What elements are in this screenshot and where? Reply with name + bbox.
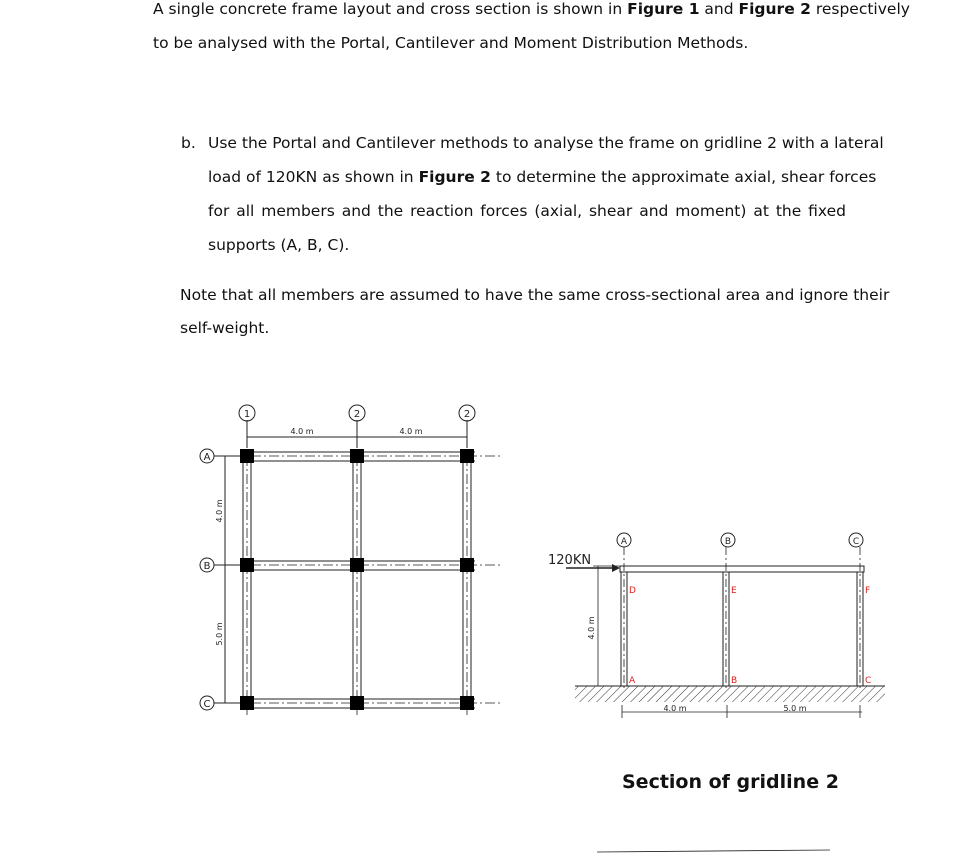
question-b-label: b. bbox=[181, 134, 196, 152]
plan-span-y2: 5.0 m bbox=[215, 622, 224, 646]
figure-caption: Section of gridline 2 bbox=[622, 771, 839, 793]
section-height-label: 4.0 m bbox=[587, 616, 596, 640]
figure-2-ref: Figure 2 bbox=[738, 0, 811, 18]
node-c-label: C bbox=[865, 676, 872, 686]
note-line-2: self-weight. bbox=[180, 319, 270, 337]
section-beam bbox=[620, 566, 864, 572]
figure-2-ref-b: Figure 2 bbox=[418, 168, 491, 186]
section-bubble-label-b: B bbox=[724, 537, 732, 547]
plan-figure bbox=[200, 405, 500, 715]
intro-line-2: to be analysed with the Portal, Cantilever and Moment Distribution Methods. bbox=[153, 34, 749, 52]
figure-1-ref: Figure 1 bbox=[627, 0, 700, 18]
plan-col-label-1: 1 bbox=[243, 409, 251, 420]
plan-gridlines bbox=[233, 420, 500, 715]
node-d-label: D bbox=[629, 586, 636, 596]
ground-hatch bbox=[575, 686, 885, 702]
plan-row-label-a: A bbox=[203, 452, 211, 463]
node-f-label: F bbox=[865, 586, 871, 596]
node-a-label: A bbox=[629, 676, 636, 686]
intro-text: A single concrete frame layout and cross section is shown in bbox=[153, 0, 628, 18]
intro-text-end: respectively bbox=[810, 0, 910, 18]
section-bubble-label-c: C bbox=[852, 537, 860, 547]
plan-span-y1: 4.0 m bbox=[215, 499, 224, 523]
question-b-line-1: Use the Portal and Cantilever methods to analyse the frame on gridline 2 with a lateral bbox=[208, 134, 884, 152]
section-bubble-label-a: A bbox=[620, 537, 628, 547]
section-figure bbox=[566, 533, 885, 852]
node-b-label: B bbox=[731, 676, 738, 686]
intro-and: and bbox=[699, 0, 739, 18]
plan-col-label-3: 2 bbox=[463, 409, 471, 420]
section-span-1: 4.0 m bbox=[663, 704, 687, 713]
plan-span-x2: 4.0 m bbox=[399, 427, 423, 436]
note-line-1: Note that all members are assumed to have the same cross-sectional area and ignore their bbox=[180, 286, 890, 304]
plan-row-label-b: B bbox=[203, 561, 211, 572]
plan-row-label-c: C bbox=[203, 699, 211, 710]
section-span-2: 5.0 m bbox=[783, 704, 807, 713]
plan-span-x1: 4.0 m bbox=[290, 427, 314, 436]
question-b-line-3: for all members and the reaction forces (axial, shear and moment) at the fixed bbox=[208, 202, 846, 220]
question-b-text-end: to determine the approximate axial, shear forces bbox=[490, 168, 877, 186]
plan-col-label-2: 2 bbox=[353, 409, 361, 420]
question-b-line-4: supports (A, B, C). bbox=[208, 236, 350, 254]
plan-beams bbox=[240, 452, 475, 708]
load-label: 120KN bbox=[548, 553, 592, 568]
question-b-text: load of 120KN as shown in bbox=[208, 168, 419, 186]
section-node-labels bbox=[629, 586, 871, 686]
node-e-label: E bbox=[731, 586, 737, 596]
